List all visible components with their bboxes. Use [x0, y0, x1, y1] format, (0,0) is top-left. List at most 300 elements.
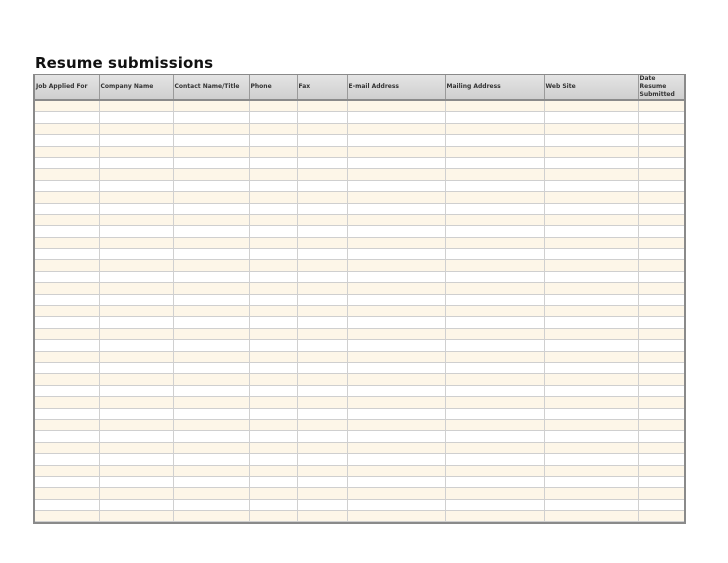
table-cell[interactable]: [35, 465, 99, 476]
table-cell[interactable]: [99, 260, 173, 271]
table-cell[interactable]: [544, 123, 638, 134]
table-cell[interactable]: [544, 328, 638, 339]
table-cell[interactable]: [249, 340, 297, 351]
table-cell[interactable]: [297, 374, 347, 385]
table-cell[interactable]: [347, 317, 445, 328]
table-cell[interactable]: [445, 351, 544, 362]
table-cell[interactable]: [544, 454, 638, 465]
table-cell[interactable]: [249, 100, 297, 112]
table-cell[interactable]: [35, 431, 99, 442]
table-cell[interactable]: [35, 454, 99, 465]
table-cell[interactable]: [249, 294, 297, 305]
table-cell[interactable]: [297, 271, 347, 282]
table-cell[interactable]: [249, 419, 297, 430]
table-cell[interactable]: [249, 146, 297, 157]
table-cell[interactable]: [638, 340, 684, 351]
table-cell[interactable]: [638, 465, 684, 476]
table-cell[interactable]: [544, 157, 638, 168]
table-cell[interactable]: [297, 328, 347, 339]
table-cell[interactable]: [445, 488, 544, 499]
table-cell[interactable]: [173, 112, 249, 123]
table-cell[interactable]: [173, 340, 249, 351]
table-cell[interactable]: [297, 351, 347, 362]
table-cell[interactable]: [445, 306, 544, 317]
table-cell[interactable]: [35, 169, 99, 180]
table-cell[interactable]: [544, 306, 638, 317]
table-cell[interactable]: [249, 454, 297, 465]
table-cell[interactable]: [173, 385, 249, 396]
table-cell[interactable]: [99, 237, 173, 248]
table-cell[interactable]: [297, 237, 347, 248]
table-cell[interactable]: [347, 249, 445, 260]
table-cell[interactable]: [638, 442, 684, 453]
table-cell[interactable]: [544, 180, 638, 191]
table-cell[interactable]: [544, 135, 638, 146]
table-cell[interactable]: [544, 385, 638, 396]
table-cell[interactable]: [249, 488, 297, 499]
table-cell[interactable]: [173, 476, 249, 487]
table-cell[interactable]: [347, 488, 445, 499]
table-cell[interactable]: [173, 169, 249, 180]
table-cell[interactable]: [173, 431, 249, 442]
table-cell[interactable]: [99, 180, 173, 191]
table-cell[interactable]: [99, 169, 173, 180]
table-cell[interactable]: [544, 499, 638, 510]
table-cell[interactable]: [347, 454, 445, 465]
table-cell[interactable]: [249, 192, 297, 203]
table-cell[interactable]: [297, 112, 347, 123]
table-cell[interactable]: [35, 488, 99, 499]
table-cell[interactable]: [445, 283, 544, 294]
table-cell[interactable]: [173, 328, 249, 339]
table-cell[interactable]: [249, 226, 297, 237]
table-cell[interactable]: [35, 442, 99, 453]
table-cell[interactable]: [173, 180, 249, 191]
table-cell[interactable]: [35, 157, 99, 168]
table-cell[interactable]: [99, 317, 173, 328]
table-cell[interactable]: [445, 465, 544, 476]
table-cell[interactable]: [544, 294, 638, 305]
table-cell[interactable]: [544, 442, 638, 453]
table-cell[interactable]: [297, 442, 347, 453]
table-cell[interactable]: [638, 374, 684, 385]
table-cell[interactable]: [544, 488, 638, 499]
table-cell[interactable]: [173, 374, 249, 385]
table-cell[interactable]: [638, 203, 684, 214]
table-cell[interactable]: [445, 226, 544, 237]
table-cell[interactable]: [638, 271, 684, 282]
table-cell[interactable]: [35, 260, 99, 271]
table-cell[interactable]: [99, 135, 173, 146]
table-cell[interactable]: [445, 260, 544, 271]
table-cell[interactable]: [173, 454, 249, 465]
table-cell[interactable]: [445, 442, 544, 453]
table-cell[interactable]: [544, 112, 638, 123]
table-cell[interactable]: [249, 237, 297, 248]
table-cell[interactable]: [297, 511, 347, 522]
table-cell[interactable]: [445, 192, 544, 203]
table-cell[interactable]: [347, 112, 445, 123]
table-cell[interactable]: [99, 306, 173, 317]
table-cell[interactable]: [445, 180, 544, 191]
table-cell[interactable]: [35, 283, 99, 294]
table-cell[interactable]: [638, 249, 684, 260]
table-cell[interactable]: [347, 374, 445, 385]
table-cell[interactable]: [347, 499, 445, 510]
table-cell[interactable]: [249, 317, 297, 328]
table-cell[interactable]: [297, 249, 347, 260]
table-cell[interactable]: [35, 123, 99, 134]
table-cell[interactable]: [638, 511, 684, 522]
table-cell[interactable]: [347, 465, 445, 476]
table-cell[interactable]: [544, 169, 638, 180]
table-cell[interactable]: [99, 203, 173, 214]
table-cell[interactable]: [347, 283, 445, 294]
table-cell[interactable]: [99, 123, 173, 134]
table-cell[interactable]: [249, 408, 297, 419]
table-cell[interactable]: [173, 237, 249, 248]
table-cell[interactable]: [544, 214, 638, 225]
table-cell[interactable]: [347, 408, 445, 419]
table-cell[interactable]: [35, 226, 99, 237]
table-cell[interactable]: [544, 226, 638, 237]
table-cell[interactable]: [638, 362, 684, 373]
table-cell[interactable]: [99, 340, 173, 351]
table-cell[interactable]: [99, 397, 173, 408]
table-cell[interactable]: [347, 226, 445, 237]
table-cell[interactable]: [249, 112, 297, 123]
table-cell[interactable]: [35, 271, 99, 282]
table-cell[interactable]: [173, 226, 249, 237]
table-cell[interactable]: [35, 362, 99, 373]
table-cell[interactable]: [445, 431, 544, 442]
table-cell[interactable]: [99, 226, 173, 237]
table-cell[interactable]: [638, 237, 684, 248]
table-cell[interactable]: [249, 271, 297, 282]
table-cell[interactable]: [544, 203, 638, 214]
table-cell[interactable]: [99, 488, 173, 499]
table-cell[interactable]: [638, 226, 684, 237]
table-cell[interactable]: [638, 328, 684, 339]
table-cell[interactable]: [99, 112, 173, 123]
table-cell[interactable]: [445, 237, 544, 248]
table-cell[interactable]: [35, 476, 99, 487]
table-cell[interactable]: [347, 135, 445, 146]
table-cell[interactable]: [638, 397, 684, 408]
table-cell[interactable]: [544, 237, 638, 248]
table-cell[interactable]: [99, 385, 173, 396]
table-cell[interactable]: [544, 476, 638, 487]
table-cell[interactable]: [35, 340, 99, 351]
table-cell[interactable]: [297, 465, 347, 476]
table-cell[interactable]: [638, 260, 684, 271]
table-cell[interactable]: [544, 408, 638, 419]
table-cell[interactable]: [173, 488, 249, 499]
table-cell[interactable]: [99, 328, 173, 339]
table-cell[interactable]: [173, 317, 249, 328]
table-cell[interactable]: [249, 351, 297, 362]
table-cell[interactable]: [249, 306, 297, 317]
table-cell[interactable]: [297, 203, 347, 214]
table-cell[interactable]: [544, 100, 638, 112]
table-cell[interactable]: [99, 454, 173, 465]
table-cell[interactable]: [99, 351, 173, 362]
table-cell[interactable]: [638, 488, 684, 499]
table-cell[interactable]: [544, 340, 638, 351]
table-cell[interactable]: [638, 283, 684, 294]
table-cell[interactable]: [347, 340, 445, 351]
table-cell[interactable]: [445, 100, 544, 112]
table-cell[interactable]: [445, 408, 544, 419]
table-cell[interactable]: [445, 271, 544, 282]
table-cell[interactable]: [638, 180, 684, 191]
table-cell[interactable]: [347, 385, 445, 396]
table-cell[interactable]: [544, 431, 638, 442]
table-cell[interactable]: [173, 146, 249, 157]
table-cell[interactable]: [173, 419, 249, 430]
table-cell[interactable]: [249, 465, 297, 476]
table-cell[interactable]: [173, 260, 249, 271]
table-cell[interactable]: [347, 328, 445, 339]
table-cell[interactable]: [638, 112, 684, 123]
table-cell[interactable]: [249, 499, 297, 510]
table-cell[interactable]: [249, 511, 297, 522]
table-cell[interactable]: [297, 135, 347, 146]
table-cell[interactable]: [99, 192, 173, 203]
table-cell[interactable]: [35, 328, 99, 339]
table-cell[interactable]: [347, 476, 445, 487]
table-cell[interactable]: [297, 192, 347, 203]
table-cell[interactable]: [99, 157, 173, 168]
table-cell[interactable]: [638, 214, 684, 225]
table-cell[interactable]: [544, 362, 638, 373]
table-cell[interactable]: [638, 192, 684, 203]
table-cell[interactable]: [638, 123, 684, 134]
table-cell[interactable]: [297, 454, 347, 465]
table-cell[interactable]: [99, 294, 173, 305]
table-cell[interactable]: [347, 214, 445, 225]
table-cell[interactable]: [544, 249, 638, 260]
table-cell[interactable]: [297, 306, 347, 317]
table-cell[interactable]: [35, 408, 99, 419]
table-cell[interactable]: [347, 180, 445, 191]
table-cell[interactable]: [638, 419, 684, 430]
table-cell[interactable]: [638, 351, 684, 362]
table-cell[interactable]: [544, 271, 638, 282]
table-cell[interactable]: [249, 260, 297, 271]
table-cell[interactable]: [173, 283, 249, 294]
table-cell[interactable]: [347, 260, 445, 271]
table-cell[interactable]: [297, 408, 347, 419]
table-cell[interactable]: [297, 317, 347, 328]
table-cell[interactable]: [347, 351, 445, 362]
table-cell[interactable]: [249, 283, 297, 294]
table-cell[interactable]: [99, 419, 173, 430]
table-cell[interactable]: [173, 123, 249, 134]
table-cell[interactable]: [347, 511, 445, 522]
table-cell[interactable]: [297, 397, 347, 408]
table-cell[interactable]: [173, 408, 249, 419]
table-cell[interactable]: [35, 374, 99, 385]
table-cell[interactable]: [173, 511, 249, 522]
table-cell[interactable]: [35, 112, 99, 123]
table-cell[interactable]: [347, 157, 445, 168]
table-cell[interactable]: [297, 431, 347, 442]
table-cell[interactable]: [249, 328, 297, 339]
table-cell[interactable]: [249, 362, 297, 373]
table-cell[interactable]: [297, 283, 347, 294]
table-cell[interactable]: [173, 351, 249, 362]
table-cell[interactable]: [445, 249, 544, 260]
table-cell[interactable]: [445, 123, 544, 134]
table-cell[interactable]: [249, 476, 297, 487]
table-cell[interactable]: [297, 385, 347, 396]
table-cell[interactable]: [297, 157, 347, 168]
table-cell[interactable]: [249, 442, 297, 453]
table-cell[interactable]: [347, 100, 445, 112]
table-cell[interactable]: [347, 123, 445, 134]
table-cell[interactable]: [544, 374, 638, 385]
table-cell[interactable]: [249, 214, 297, 225]
table-cell[interactable]: [347, 294, 445, 305]
table-cell[interactable]: [249, 135, 297, 146]
table-cell[interactable]: [347, 306, 445, 317]
table-cell[interactable]: [445, 374, 544, 385]
table-cell[interactable]: [445, 385, 544, 396]
table-cell[interactable]: [249, 157, 297, 168]
table-cell[interactable]: [445, 146, 544, 157]
table-cell[interactable]: [445, 214, 544, 225]
table-cell[interactable]: [99, 408, 173, 419]
table-cell[interactable]: [249, 385, 297, 396]
table-cell[interactable]: [638, 454, 684, 465]
table-cell[interactable]: [347, 442, 445, 453]
table-cell[interactable]: [35, 237, 99, 248]
table-cell[interactable]: [297, 362, 347, 373]
table-cell[interactable]: [347, 271, 445, 282]
table-cell[interactable]: [297, 180, 347, 191]
table-cell[interactable]: [638, 157, 684, 168]
table-cell[interactable]: [99, 100, 173, 112]
table-cell[interactable]: [35, 511, 99, 522]
table-cell[interactable]: [544, 146, 638, 157]
table-cell[interactable]: [445, 419, 544, 430]
table-cell[interactable]: [445, 454, 544, 465]
table-cell[interactable]: [544, 260, 638, 271]
table-cell[interactable]: [173, 192, 249, 203]
table-cell[interactable]: [173, 157, 249, 168]
table-cell[interactable]: [99, 465, 173, 476]
table-cell[interactable]: [445, 294, 544, 305]
table-cell[interactable]: [99, 249, 173, 260]
table-cell[interactable]: [544, 192, 638, 203]
table-cell[interactable]: [297, 123, 347, 134]
table-cell[interactable]: [347, 203, 445, 214]
table-cell[interactable]: [173, 442, 249, 453]
table-cell[interactable]: [35, 203, 99, 214]
table-cell[interactable]: [35, 306, 99, 317]
table-cell[interactable]: [445, 511, 544, 522]
table-cell[interactable]: [638, 100, 684, 112]
table-cell[interactable]: [297, 340, 347, 351]
table-cell[interactable]: [297, 488, 347, 499]
table-cell[interactable]: [35, 100, 99, 112]
table-cell[interactable]: [544, 465, 638, 476]
table-cell[interactable]: [173, 100, 249, 112]
table-cell[interactable]: [347, 146, 445, 157]
table-cell[interactable]: [249, 374, 297, 385]
table-cell[interactable]: [173, 203, 249, 214]
table-cell[interactable]: [99, 362, 173, 373]
table-cell[interactable]: [173, 294, 249, 305]
table-cell[interactable]: [347, 431, 445, 442]
table-cell[interactable]: [445, 169, 544, 180]
table-cell[interactable]: [297, 419, 347, 430]
table-cell[interactable]: [35, 499, 99, 510]
table-cell[interactable]: [35, 351, 99, 362]
table-cell[interactable]: [638, 408, 684, 419]
table-cell[interactable]: [297, 476, 347, 487]
table-cell[interactable]: [347, 192, 445, 203]
table-cell[interactable]: [35, 294, 99, 305]
table-cell[interactable]: [35, 317, 99, 328]
table-cell[interactable]: [638, 146, 684, 157]
table-cell[interactable]: [99, 499, 173, 510]
table-cell[interactable]: [99, 476, 173, 487]
table-cell[interactable]: [35, 385, 99, 396]
table-cell[interactable]: [544, 511, 638, 522]
table-cell[interactable]: [544, 283, 638, 294]
table-cell[interactable]: [297, 294, 347, 305]
table-cell[interactable]: [173, 465, 249, 476]
table-cell[interactable]: [99, 214, 173, 225]
table-cell[interactable]: [347, 419, 445, 430]
table-cell[interactable]: [249, 397, 297, 408]
table-cell[interactable]: [173, 271, 249, 282]
table-cell[interactable]: [544, 351, 638, 362]
table-cell[interactable]: [445, 112, 544, 123]
table-cell[interactable]: [99, 146, 173, 157]
table-cell[interactable]: [638, 476, 684, 487]
table-cell[interactable]: [445, 340, 544, 351]
table-cell[interactable]: [445, 203, 544, 214]
table-cell[interactable]: [173, 397, 249, 408]
table-cell[interactable]: [249, 249, 297, 260]
table-cell[interactable]: [99, 283, 173, 294]
table-cell[interactable]: [249, 431, 297, 442]
table-cell[interactable]: [249, 180, 297, 191]
table-cell[interactable]: [35, 180, 99, 191]
table-cell[interactable]: [35, 419, 99, 430]
table-cell[interactable]: [173, 362, 249, 373]
table-cell[interactable]: [35, 397, 99, 408]
table-cell[interactable]: [297, 226, 347, 237]
table-cell[interactable]: [544, 397, 638, 408]
table-cell[interactable]: [638, 499, 684, 510]
table-cell[interactable]: [638, 294, 684, 305]
table-cell[interactable]: [638, 431, 684, 442]
table-cell[interactable]: [99, 511, 173, 522]
table-cell[interactable]: [445, 476, 544, 487]
table-cell[interactable]: [638, 385, 684, 396]
table-cell[interactable]: [347, 362, 445, 373]
table-cell[interactable]: [249, 123, 297, 134]
table-cell[interactable]: [445, 328, 544, 339]
table-cell[interactable]: [35, 192, 99, 203]
table-cell[interactable]: [35, 146, 99, 157]
table-cell[interactable]: [99, 431, 173, 442]
table-cell[interactable]: [297, 499, 347, 510]
